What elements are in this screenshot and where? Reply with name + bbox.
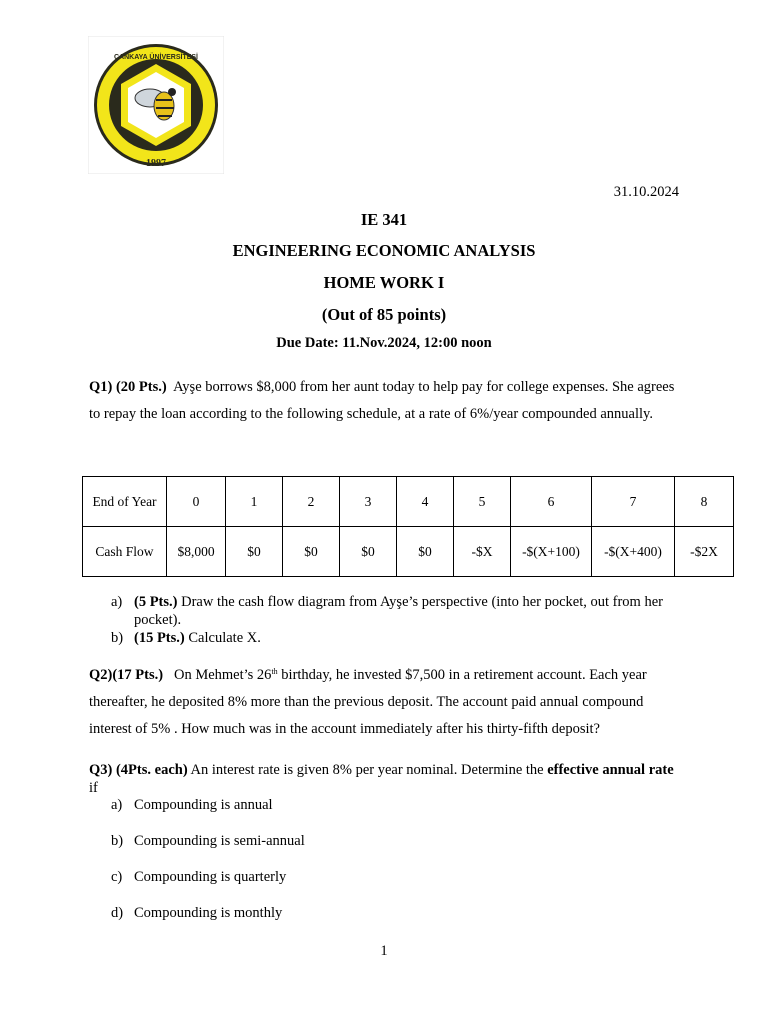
q3-part-b xyxy=(111,832,671,850)
part-text: Compounding is quarterly xyxy=(134,869,287,885)
q2-text-end: birthday, he invested $7,500 in a retirement account. Each year thereafter, he deposited 8% more than the previous deposit. The account paid annual compound interest of 5% . How much was in the account immediately after his thirty-fifth deposit? xyxy=(89,667,647,737)
course-title: ENGINEERING ECONOMIC ANALYSIS xyxy=(232,241,536,260)
table-cell: 1 xyxy=(226,477,283,527)
table-cell: $8,000 xyxy=(167,527,226,577)
part-text: Compounding is annual xyxy=(134,797,273,813)
q2-label: Q2)(17 Pts.) xyxy=(89,667,164,683)
q1-part-a xyxy=(111,593,671,629)
part-text: Compounding is monthly xyxy=(134,905,283,921)
list-item-letter: d) xyxy=(111,905,124,921)
course-code: IE 341 xyxy=(360,210,408,229)
due-date: Due Date: 11.Nov.2024, 12:00 noon xyxy=(276,335,492,351)
question-3 xyxy=(89,761,679,797)
logo-year: 1997 xyxy=(146,158,166,169)
table-cell: 0 xyxy=(167,477,226,527)
assignment-title: HOME WORK I xyxy=(323,273,445,292)
q3-part-c xyxy=(111,868,671,886)
table-cell: 7 xyxy=(592,477,675,527)
table-row-label: End of Year xyxy=(83,477,167,527)
table-cell: 6 xyxy=(511,477,592,527)
table-cell: $0 xyxy=(283,527,340,577)
document-date: 31.10.2024 xyxy=(613,184,679,200)
university-seal-icon xyxy=(88,36,224,174)
table-cell: 5 xyxy=(454,477,511,527)
cash-flow-table xyxy=(82,476,734,577)
table-row xyxy=(83,477,734,527)
table-cell: 2 xyxy=(283,477,340,527)
part-text: Compounding is semi-annual xyxy=(134,833,305,849)
table-cell: $0 xyxy=(226,527,283,577)
page-number: 1 xyxy=(380,943,388,959)
university-logo xyxy=(88,36,224,174)
part-points: (5 Pts.) xyxy=(134,594,178,610)
table-cell: -$X xyxy=(454,527,511,577)
question-2 xyxy=(89,658,679,743)
table-cell: $0 xyxy=(397,527,454,577)
q3-label: Q3) (4Pts. each) xyxy=(89,762,188,778)
q3-text-end: if xyxy=(89,780,98,796)
question-1 xyxy=(89,374,679,428)
table-cell: -$(X+400) xyxy=(592,527,675,577)
table-row-label: Cash Flow xyxy=(83,527,167,577)
list-item-letter: c) xyxy=(111,869,123,885)
q3-bold-text: effective annual rate xyxy=(547,762,674,778)
list-item-letter: a) xyxy=(111,594,123,610)
table-cell: $0 xyxy=(340,527,397,577)
q1-part-b xyxy=(111,629,671,647)
q3-part-a xyxy=(111,796,671,814)
table-cell: -$(X+100) xyxy=(511,527,592,577)
list-item-letter: a) xyxy=(111,797,123,813)
q2-superscript: th xyxy=(271,667,278,676)
q3-text: An interest rate is given 8% per year nominal. Determine the xyxy=(187,762,548,778)
q1-label: Q1) (20 Pts.) xyxy=(89,379,167,395)
table-cell: 4 xyxy=(397,477,454,527)
table-cell: -$2X xyxy=(675,527,734,577)
q1-text: Ayşe borrows $8,000 from her aunt today to help pay for college expenses. She agrees to repay the loan according to the following schedule, at a rate of 6%/year compounded annually. xyxy=(89,379,675,422)
part-points: (15 Pts.) xyxy=(134,630,185,646)
points-total: (Out of 85 points) xyxy=(321,305,447,324)
table-cell: 8 xyxy=(675,477,734,527)
q2-text-start: On Mehmet’s 26 xyxy=(173,667,272,683)
q3-part-d xyxy=(111,904,671,922)
table-row xyxy=(83,527,734,577)
part-text: Draw the cash flow diagram from Ayşe’s perspective (into her pocket, out from her pocket). xyxy=(134,594,663,628)
list-item-letter: b) xyxy=(111,833,124,849)
table-cell: 3 xyxy=(340,477,397,527)
logo-text: ÇANKAYA ÜNİVERSİTESİ xyxy=(113,54,199,61)
list-item-letter: b) xyxy=(111,630,124,646)
part-text: Calculate X. xyxy=(184,630,261,646)
